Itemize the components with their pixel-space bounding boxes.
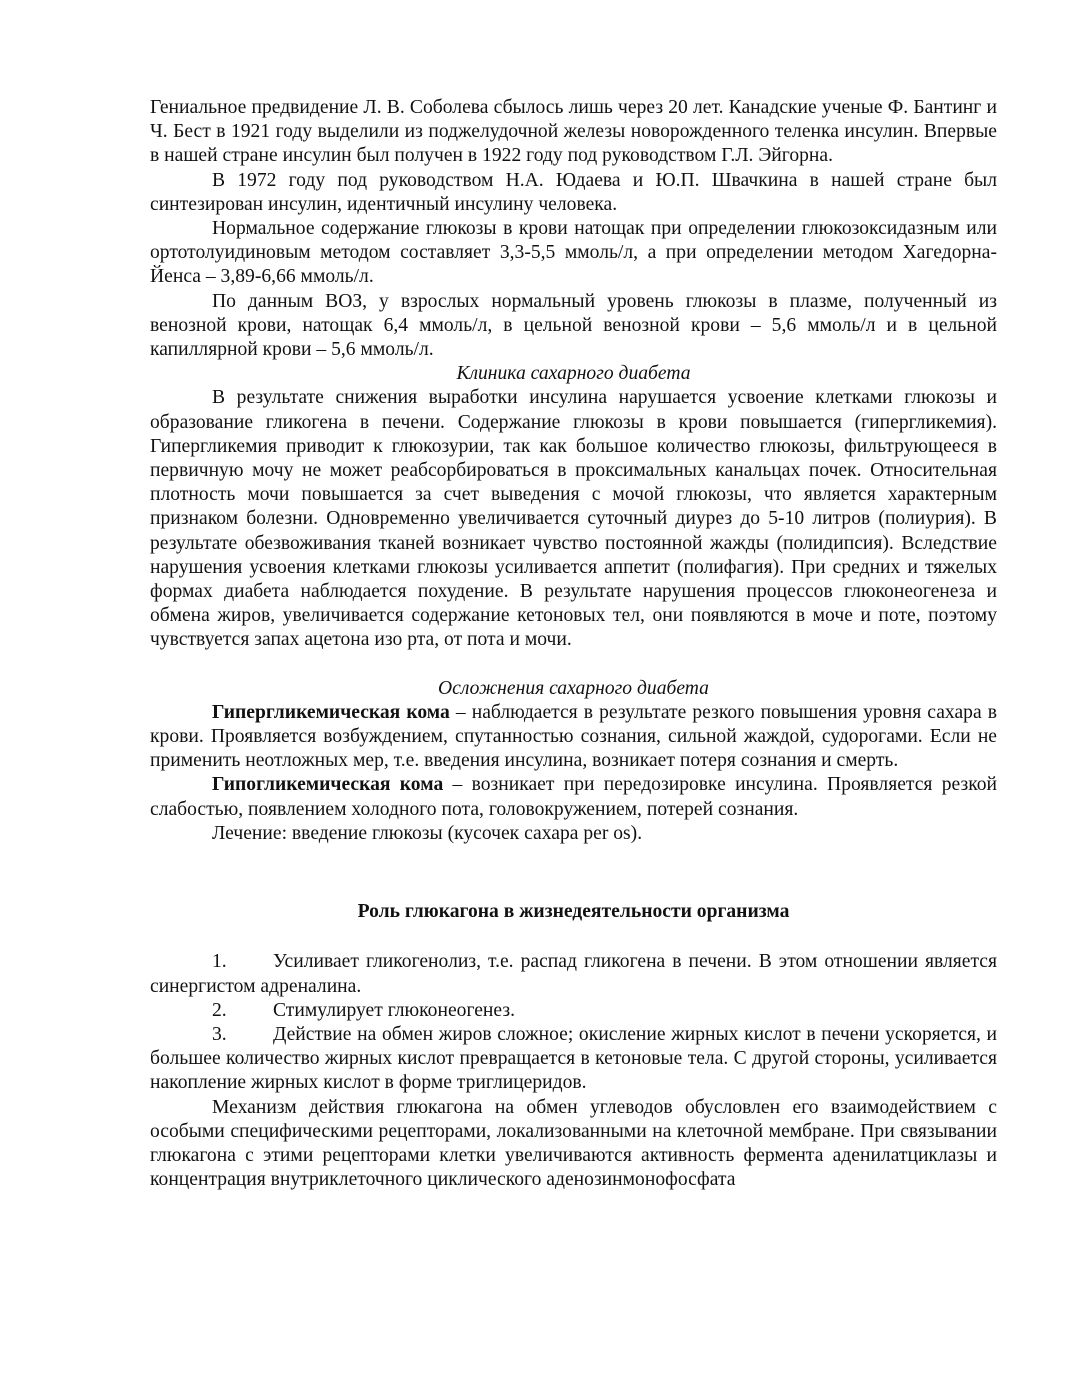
paragraph-clinic: В результате снижения выработки инсулина нарушается усвоение клетками глюкозы и образование гликогена в печени. Содержание глюкозы в крови повышается (гипергликемия). Гипергликемия приводит к глюкозурии, так как большое количество глюкозы, фильтрующееся в первичную мочу не может реабсорбироваться в проксимальных канальцах почек. Относительная плотность мочи повышается за счет выведения с мочой глюкозы, что является характерным признаком болезни. Одновременно увеличивается суточный диурез до 5-10 литров (полиурия). В результате обезвоживания тканей возникает чувство постоянной жажды (полидипсия). Вследствие нарушения усвоения клетками глюкозы усиливается аппетит (полифагия). При средних и тяжелых формах диабета наблюдается похудение. В результате нарушения процессов глюконеогенеза и обмена жиров, увеличивается содержание кетоновых тел, они появляются в моче и поте, поэтому чувствуется запах ацетона изо рта, от пота и мочи.: [150, 387, 997, 651]
term-hypoglycemic-coma: Гипогликемическая кома: [212, 774, 444, 796]
list-number: 3.: [212, 1023, 227, 1045]
heading-glucagon: Роль глюкагона в жизнедеятельности организма: [357, 901, 790, 923]
term-hyperglycemic-coma: Гипергликемическая кома: [212, 701, 450, 723]
heading-clinic: Клиника сахарного диабета: [456, 363, 691, 385]
heading-complications: Осложнения сахарного диабета: [438, 677, 709, 699]
paragraph-mechanism: Механизм действия глюкагона на обмен углеводов обусловлен его взаимодействием с особыми специфическими рецепторами, локализованными на клеточной мембране. При связывании глюкагона с этими рецепторами клетки увеличиваются активность фермента аденилатциклазы и концентрация внутриклеточного циклического аденозинмонофосфата: [150, 1096, 997, 1191]
list-item: [150, 950, 997, 998]
list-text: Действие на обмен жиров сложное; окисление жирных кислот в печени ускоряется, и большее количество жирных кислот превращается в кетоновые тела. С другой стороны, усиливается накопление жирных кислот в форме триглицеридов.: [150, 1023, 997, 1094]
text-hypoglycemic-coma: – возникает при передозировке инсулина. Проявляется резкой слабостью, появлением холодного пота, головокружением, потерей сознания.: [150, 774, 997, 820]
paragraph-treatment: Лечение: введение глюкозы (кусочек сахара per os).: [212, 822, 643, 844]
paragraph-who-levels: По данным ВОЗ, у взрослых нормальный уровень глюкозы в плазме, полученный из венозной крови, натощак 6,4 ммоль/л, в цельной венозной крови – 5,6 ммоль/л и в цельной капиллярной крови – 5,6 ммоль/л.: [150, 290, 997, 361]
paragraph-history: Гениальное предвидение Л. В. Соболева сбылось лишь через 20 лет. Канадские ученые Ф. Бантинг и Ч. Бест в 1921 году выделили из поджелудочной железы новорожденного теленка инсулин. Впервые в нашей стране инсулин был получен в 1922 году под руководством Г.Л. Эйгорна.: [150, 97, 997, 167]
paragraph-hypoglycemic-coma: [150, 773, 997, 821]
list-item: [150, 1023, 997, 1096]
paragraph-hyperglycemic-coma: [150, 701, 997, 774]
document-page: [150, 96, 997, 1192]
paragraph-synthesis: В 1972 году под руководством Н.А. Юдаева и Ю.П. Швачкина в нашей стране был синтезирован инсулин, идентичный инсулину человека.: [150, 169, 997, 215]
paragraph-normal-glucose: Нормальное содержание глюкозы в крови натощак при определении глюкозоксидазным или ортотолуидиновым методом составляет 3,3-5,5 ммоль/л, а при определении методом Хагедорна-Йенса – 3,89-6,66 ммоль/л.: [150, 218, 997, 288]
list-text: Усиливает гликогенолиз, т.е. распад гликогена в печени. В этом отношении является синергистом адреналина.: [150, 951, 997, 997]
list-item: [150, 999, 997, 1023]
list-text: Стимулирует глюконеогенез.: [273, 999, 515, 1021]
text-hyperglycemic-coma: – наблюдается в результате резкого повышения уровня сахара в крови. Проявляется возбуждением, спутанностью сознания, сильной жаждой, судорогами. Если не применить неотложных мер, т.е. введения инсулина, возникает потеря сознания и смерть.: [150, 701, 997, 772]
list-number: 2.: [212, 999, 227, 1021]
list-number: 1.: [212, 951, 227, 973]
